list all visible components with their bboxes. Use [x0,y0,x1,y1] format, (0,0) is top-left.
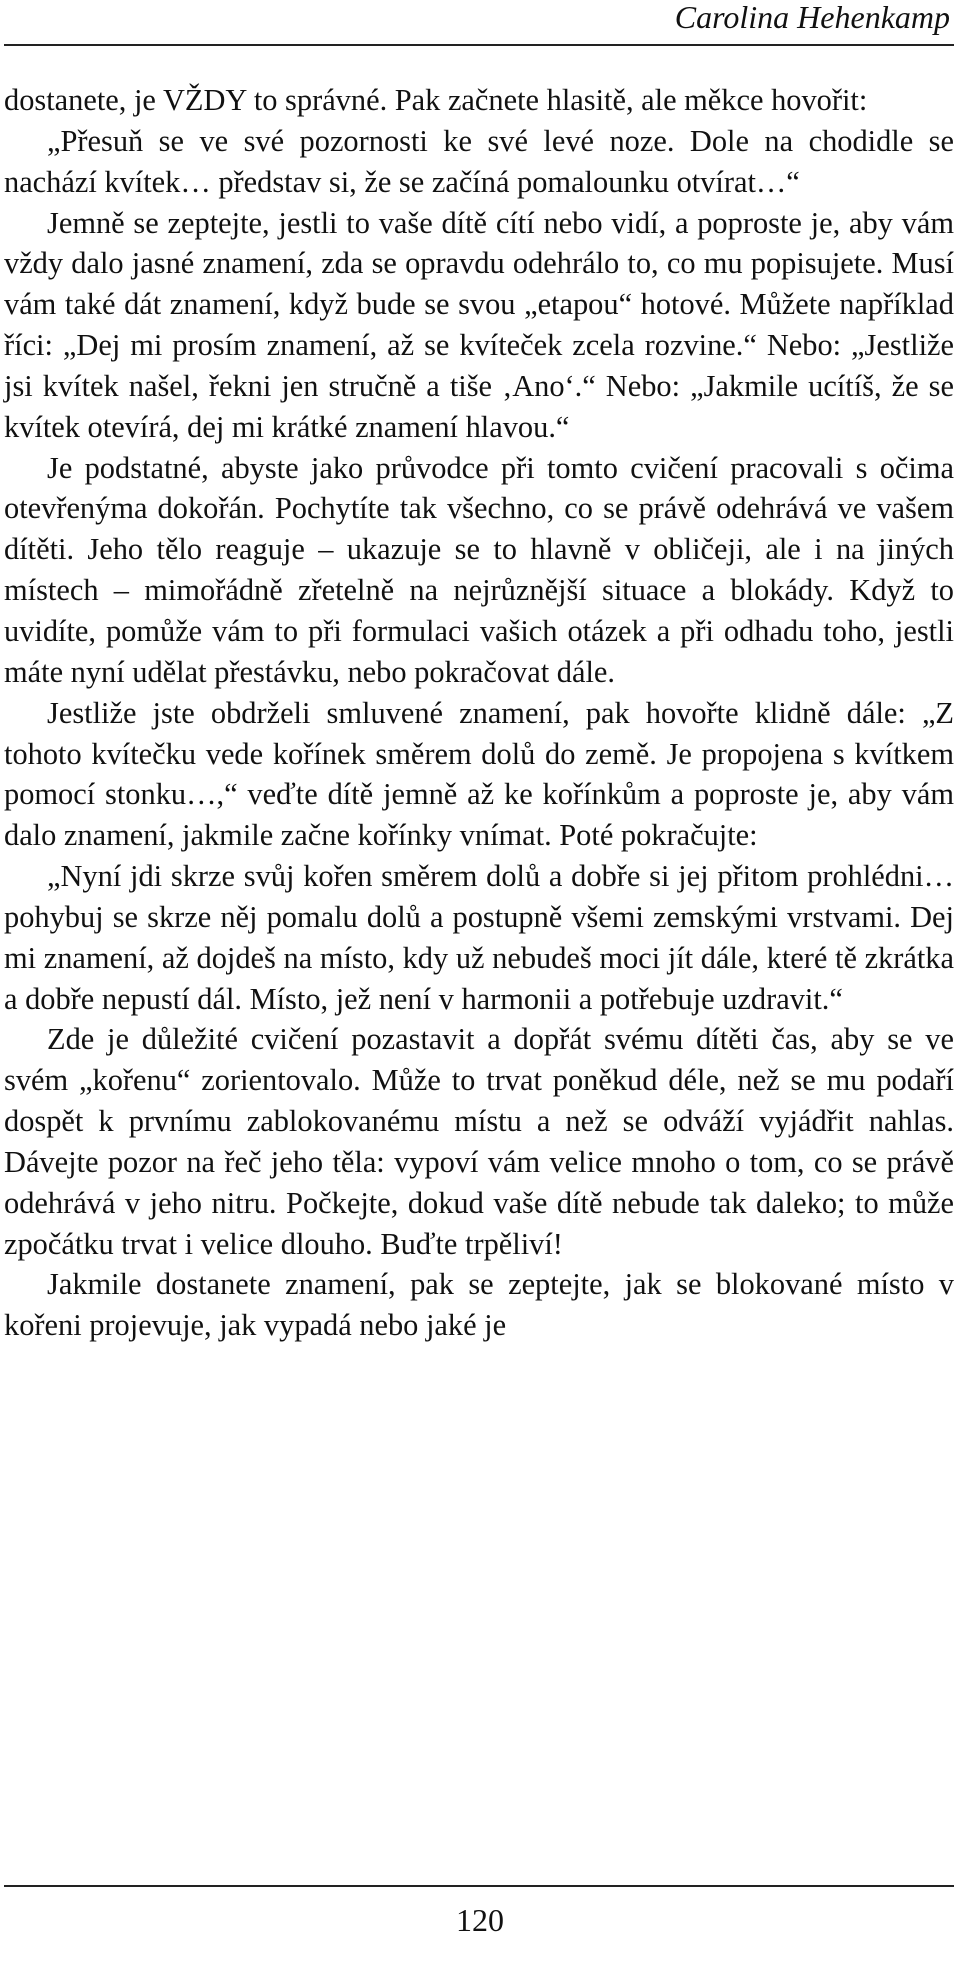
running-header-author: Carolina Hehenkamp [674,0,950,35]
paragraph: „Přesuň se ve své pozornosti ke své levé noze. Dole na chodidle se nachází kvítek… představ si, že se začíná pomalounku otvírat…“ [4,123,954,199]
paragraph: Je podstatné, abyste jako průvodce při tomto cvičení pracovali s očima otevřenýma dokořán. Pochytíte tak všechno, co se právě odehrává ve vašem dítěti. Jeho tělo reaguje – ukazuje se to hlavně v obličeji, ale i na jiných místech – mimořádně zřetelně na nejrůznější situace a blokády. Když to uvidíte, pomůže vám to při formulaci vašich otázek a při odhadu toho, jestli máte nyní udělat přestávku, nebo pokračovat dále. [4,450,954,689]
body-text [4,80,954,1346]
paragraph: dostanete, je VŽDY to správné. Pak začnete hlasitě, ale měkce hovořit: [4,83,868,117]
paragraph: Zde je důležité cvičení pozastavit a dopřát svému dítěti čas, aby se ve svém „kořenu“ zorientovalo. Může to trvat poněkud déle, než se mu podaří dospět k prvnímu zablokovanému místu a než se odváží vyjádřit nahlas. Dávejte pozor na řeč jeho těla: vypoví vám velice mnoho o tom, co se právě odehrává v jeho nitru. Počkejte, dokud vaše dítě nebude tak daleko; to může zpočátku trvat i velice dlouho. Buďte trpěliví! [4,1022,954,1261]
paragraph: Jakmile dostanete znamení, pak se zeptejte, jak se blokované místo v kořeni projevuje, jak vypadá nebo jaké je [4,1267,954,1343]
paragraph: Jestliže jste obdrželi smluvené znamení, pak hovořte klidně dále: „Z tohoto kvítečku vede kořínek směrem dolů do země. Je propojena s kvítkem pomocí stonku…,“ veďte dítě jemně až ke kořínkům a poproste je, aby vám dalo znamení, jakmile začne kořínky vnímat. Poté pokračujte: [4,695,954,853]
paragraph: Jemně se zeptejte, jestli to vaše dítě cítí nebo vidí, a poproste je, aby vám vždy dalo jasné znamení, zda se opravdu odehrálo to, co mu popisujete. Musí vám také dát znamení, když bude se svou „etapou“ hotové. Můžete například říci: „Dej mi prosím znamení, až se kvíteček zcela rozvine.“ Nebo: „Jestliže jsi kvítek našel, řekni jen stručně a tiše ‚Ano‘.“ Nebo: „Jakmile ucítíš, že se kvítek otevírá, dej mi krátké znamení hlavou.“ [4,205,954,444]
header-rule [4,44,954,46]
footer-rule [4,1885,954,1887]
paragraph: „Nyní jdi skrze svůj kořen směrem dolů a dobře si jej přitom prohlédni… pohybuj se skrze něj pomalu dolů a postupně všemi zemskými vrstvami. Dej mi znamení, až dojdeš na místo, kdy už nebudeš moci jít dále, které tě zkrátka a dobře nepustí dál. Místo, jež není v harmonii a potřebuje uzdravit.“ [4,859,954,1016]
page-number: 120 [456,1902,504,1938]
